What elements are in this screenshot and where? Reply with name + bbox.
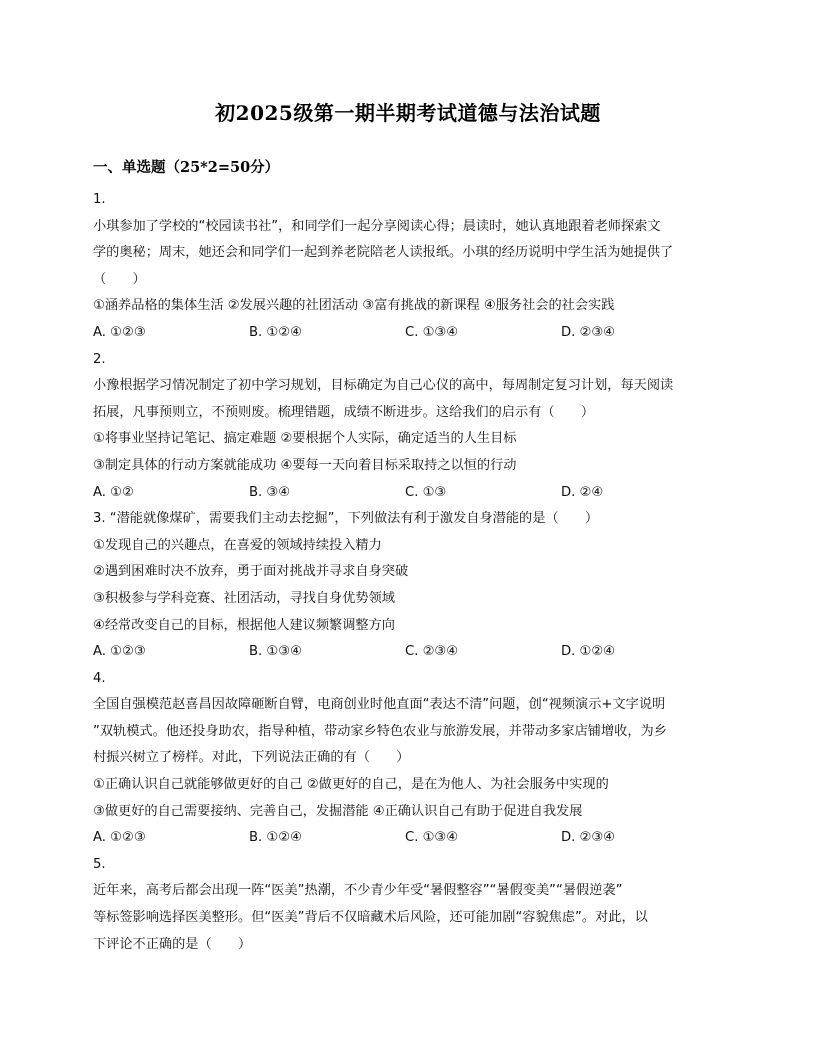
question-stem-line: 全国自强模范赵喜昌因故障砸断自臂，电商创业时他直面“表达不清”问题，创“视频演示+文字说明 [93, 697, 666, 713]
option-c[interactable]: C. ①③④ [405, 324, 459, 340]
option-b[interactable]: B. ①②④ [249, 830, 302, 846]
option-b[interactable]: B. ①②④ [249, 324, 302, 340]
question-stem-line: 学的奥秘；周末，她还会和同学们一起到养老院陪老人读报纸。小琪的经历说明中学生活为她提供了 [93, 245, 674, 261]
option-d[interactable]: D. ①②④ [561, 644, 616, 660]
option-a[interactable]: A. ①②③ [93, 830, 146, 846]
option-b[interactable]: B. ①③④ [249, 644, 302, 660]
question-4 [93, 666, 733, 852]
question-1 [93, 187, 733, 347]
section-heading: 一、单选题（25*2=50分） [93, 159, 280, 176]
option-c[interactable]: C. ①③ [405, 484, 447, 500]
option-c[interactable]: C. ②③④ [405, 644, 459, 660]
option-a[interactable]: A. ①②③ [93, 324, 146, 340]
question-stem-line: 拓展，凡事预则立，不预则废。梳理错题，成绩不断进步。这给我们的启示有（ ） [93, 404, 595, 420]
option-d[interactable]: D. ②④ [561, 484, 604, 500]
options-row [93, 320, 733, 347]
statement-line: ③制定具体的行动方案就能成功 ④要每一天向着目标采取持之以恒的行动 [93, 457, 517, 473]
option-a[interactable]: A. ①②③ [93, 644, 146, 660]
question-number: 4. [93, 670, 106, 686]
statement-line: ②遇到困难时决不放弃，勇于面对挑战并寻求自身突破 [93, 564, 409, 580]
exam-title: 初2025级第一期半期考试道德与法治试题 [215, 101, 601, 125]
statement-line: ①发现自己的兴趣点，在喜爱的领域持续投入精力 [93, 537, 382, 553]
question-stem-line: 村振兴树立了榜样。对此，下列说法正确的有（ ） [93, 750, 410, 766]
question-3 [93, 506, 733, 666]
options-row [93, 480, 733, 507]
option-d[interactable]: D. ②③④ [561, 324, 616, 340]
statement-line: ③做更好的自己需要接纳、完善自己，发掘潜能 ④正确认识自己有助于促进自我发展 [93, 803, 583, 819]
option-c[interactable]: C. ①③④ [405, 830, 459, 846]
question-5 [93, 852, 733, 958]
question-number: 1. [93, 192, 106, 207]
question-stem-line: 近年来，高考后都会出现一阵“医美”热潮，不少青少年受“暑假整容”“暑假变美”“暑假逆袭” [93, 883, 623, 899]
question-stem-line: （ ） [93, 271, 146, 287]
option-b[interactable]: B. ③④ [249, 484, 291, 500]
question-stem-line: 小琪参加了学校的“校园读书社”，和同学们一起分享阅读心得；晨读时，她认真地跟着老师探索文 [93, 218, 661, 234]
question-number: 2. [93, 351, 106, 367]
options-row [93, 639, 733, 666]
question-stem-line: 3. “潜能就像煤矿，需要我们主动去挖掘”，下列做法有利于激发自身潜能的是（ ） [93, 511, 599, 527]
question-list [93, 187, 733, 958]
statement-line: ①正确认识自己就能够做更好的自己 ②做更好的自己，是在为他人、为社会服务中实现的 [93, 777, 609, 793]
statement-line: ④经常改变自己的目标，根据他人建议频繁调整方向 [93, 617, 395, 633]
question-stem-line: 小豫根据学习情况制定了初中学习规划，目标确定为自己心仪的高中，每周制定复习计划，每天阅读 [93, 378, 674, 394]
statement-line: ①将事业坚持记笔记、搞定难题 ②要根据个人实际，确定适当的人生目标 [93, 431, 517, 447]
options-row [93, 825, 733, 852]
question-number: 5. [93, 856, 106, 872]
option-a[interactable]: A. ①② [93, 484, 134, 500]
statement-line: ①涵养品格的集体生活 ②发展兴趣的社团活动 ③富有挑战的新课程 ④服务社会的社会实践 [93, 298, 615, 314]
question-stem-line: 下评论不正确的是（ ） [93, 936, 252, 952]
statement-line: ③积极参与学科竞赛、社团活动，寻找自身优势领域 [93, 590, 395, 606]
question-2 [93, 347, 733, 507]
question-stem-line: 等标签影响选择医美整形。但“医美”背后不仅暗藏术后风险，还可能加剧“容貌焦虑”。对此，以 [93, 910, 648, 926]
question-stem-line: ”双轨模式。他还投身助农，指导种植，带动家乡特色农业与旅游发展，并带动多家店铺增收，为乡 [93, 723, 667, 739]
option-d[interactable]: D. ②③④ [561, 830, 616, 846]
